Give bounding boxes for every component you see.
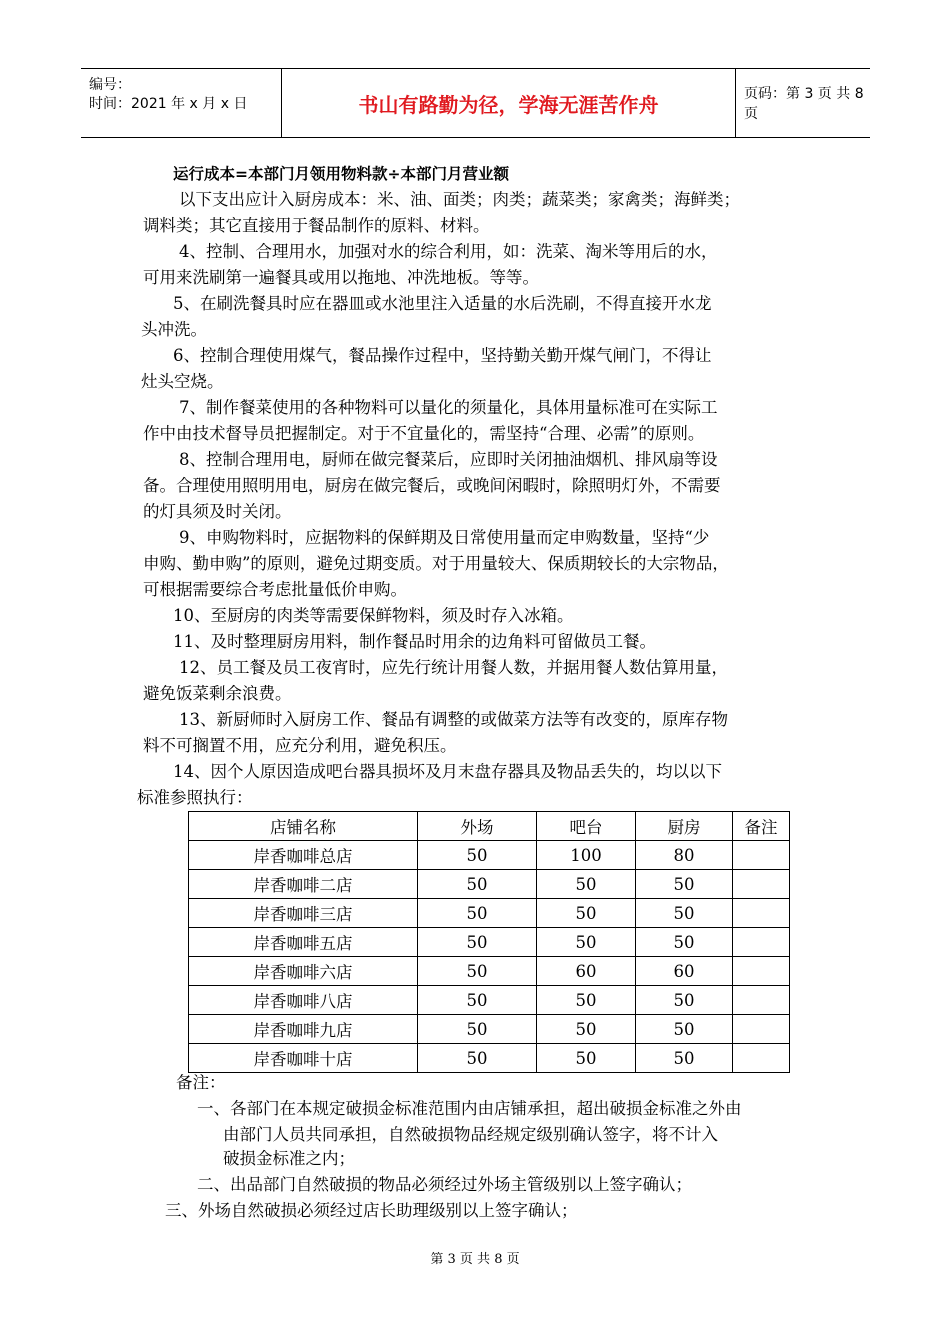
body-line: 的灯具须及时关闭。 [143, 502, 292, 521]
table-cell: 50 [418, 870, 537, 899]
table-cell: 岸香咖啡十店 [189, 1044, 418, 1073]
table-header-cell: 备注 [733, 812, 790, 841]
table-cell: 50 [537, 1044, 636, 1073]
table-cell [733, 870, 790, 899]
header-motto: 书山有路勤为径，学海无涯苦作舟 [358, 92, 659, 117]
table-cell: 50 [537, 899, 636, 928]
header-time-label: 时间：2021 年 x 月 x 日 [89, 96, 248, 112]
table-cell: 50 [537, 986, 636, 1015]
notes-line: 破损金标准之内； [223, 1149, 355, 1168]
table-cell: 50 [418, 928, 537, 957]
table-cell: 50 [636, 1015, 733, 1044]
table-cell: 50 [418, 841, 537, 870]
page-header [81, 68, 870, 138]
table-row [189, 1015, 790, 1044]
table-cell: 岸香咖啡八店 [189, 986, 418, 1015]
table-cell: 50 [418, 899, 537, 928]
body-line: 5、在刷洗餐具时应在器皿或水池里注入适量的水后洗刷，不得直接开水龙 [173, 294, 712, 313]
body-line: 6、控制合理使用煤气，餐品操作过程中，坚持勤关勤开煤气闸门，不得让 [173, 346, 712, 365]
page-footer: 第 3 页 共 8 页 [430, 1252, 520, 1267]
table-cell [733, 841, 790, 870]
header-page-info: 页码：第 3 页 共 8 页 [744, 86, 864, 122]
table-row [189, 986, 790, 1015]
table-cell: 50 [636, 1044, 733, 1073]
body-line: 以下支出应计入厨房成本：米、油、面类；肉类；蔬菜类；家禽类；海鲜类； [179, 190, 740, 209]
table-cell: 80 [636, 841, 733, 870]
body-line: 头冲洗。 [141, 320, 207, 339]
notes-line: 三、外场自然破损必须经过店长助理级别以上签字确认； [165, 1201, 578, 1220]
table-cell: 岸香咖啡总店 [189, 841, 418, 870]
table-cell: 50 [418, 1015, 537, 1044]
table-cell [733, 928, 790, 957]
table-cell: 岸香咖啡六店 [189, 957, 418, 986]
body-line: 备。合理使用照明用电，厨房在做完餐后，或晚间闲暇时，除照明灯外，不需要 [143, 476, 721, 495]
body-line: 可根据需要综合考虑批量低价申购。 [143, 580, 407, 599]
table-header-cell: 外场 [418, 812, 537, 841]
notes-line: 由部门人员共同承担，自然破损物品经规定级别确认签字，将不计入 [223, 1125, 718, 1144]
table-cell [733, 986, 790, 1015]
table-cell: 50 [636, 899, 733, 928]
table-cell: 50 [537, 928, 636, 957]
body-line: 作中由技术督导员把握制定。对于不宜量化的，需坚持“合理、必需”的原则。 [143, 424, 705, 443]
table-header-cell: 厨房 [636, 812, 733, 841]
body-line: 4、控制、合理用水，加强对水的综合利用，如：洗菜、淘米等用后的水， [179, 242, 718, 261]
table-cell [733, 957, 790, 986]
table-row [189, 1044, 790, 1073]
table-row [189, 928, 790, 957]
header-meta [81, 69, 282, 137]
notes-label: 备注： [176, 1073, 226, 1092]
table-cell: 50 [636, 928, 733, 957]
body-line: 12、员工餐及员工夜宵时，应先行统计用餐人数，并据用餐人数估算用量， [179, 658, 728, 677]
notes-line: 二、出品部门自然破损的物品必须经过外场主管级别以上签字确认； [197, 1175, 692, 1194]
table-cell: 100 [537, 841, 636, 870]
table-cell: 50 [537, 870, 636, 899]
body-line: 11、及时整理厨房用料，制作餐品时用余的边角料可留做员工餐。 [173, 632, 656, 651]
header-motto-cell [282, 69, 736, 137]
table-header-cell: 吧台 [537, 812, 636, 841]
body-line: 9、申购物料时，应据物料的保鲜期及日常使用量而定申购数量，坚持“少 [179, 528, 710, 547]
table-cell: 岸香咖啡五店 [189, 928, 418, 957]
table-cell: 岸香咖啡三店 [189, 899, 418, 928]
body-line: 13、新厨师时入厨房工作、餐品有调整的或做菜方法等有改变的，原库存物 [179, 710, 728, 729]
body-line: 申购、勤申购”的原则，避免过期变质。对于用量较大、保质期较长的大宗物品， [143, 554, 729, 573]
header-number-label: 编号： [89, 77, 131, 93]
table-row [189, 841, 790, 870]
table-cell: 60 [537, 957, 636, 986]
table-cell: 50 [418, 957, 537, 986]
table-row [189, 899, 790, 928]
table-header-row [189, 812, 790, 841]
body-line: 7、制作餐菜使用的各种物料可以量化的须量化，具体用量标准可在实际工 [179, 398, 718, 417]
body-line: 14、因个人原因造成吧台器具损坏及月末盘存器具及物品丢失的，均以以下 [173, 762, 722, 781]
notes-line: 一、各部门在本规定破损金标准范围内由店铺承担，超出破损金标准之外由 [197, 1099, 742, 1118]
table-cell: 50 [636, 870, 733, 899]
table-cell: 50 [636, 986, 733, 1015]
formula-title: 运行成本=本部门月领用物料款÷本部门月营业额 [173, 165, 509, 183]
body-line: 避免饭菜剩余浪费。 [143, 684, 292, 703]
table-row [189, 870, 790, 899]
body-line: 8、控制合理用电，厨师在做完餐菜后，应即时关闭抽油烟机、排风扇等设 [179, 450, 718, 469]
table-row [189, 957, 790, 986]
table-cell [733, 1044, 790, 1073]
body-line: 灶头空烧。 [141, 372, 224, 391]
body-line: 10、至厨房的肉类等需要保鲜物料，须及时存入冰箱。 [173, 606, 574, 625]
table-cell: 岸香咖啡二店 [189, 870, 418, 899]
body-line: 标准参照执行： [137, 788, 253, 807]
table-cell: 岸香咖啡九店 [189, 1015, 418, 1044]
body-line: 可用来洗刷第一遍餐具或用以拖地、冲洗地板。等等。 [143, 268, 539, 287]
damage-standard-table [188, 811, 790, 1073]
table-cell: 50 [537, 1015, 636, 1044]
table-cell [733, 1015, 790, 1044]
table-cell: 50 [418, 1044, 537, 1073]
table-cell: 50 [418, 986, 537, 1015]
table-header-cell: 店铺名称 [189, 812, 418, 841]
body-line: 调料类；其它直接用于餐品制作的原料、材料。 [143, 216, 490, 235]
body-line: 料不可搁置不用，应充分利用，避免积压。 [143, 736, 457, 755]
table-cell: 60 [636, 957, 733, 986]
table-cell [733, 899, 790, 928]
